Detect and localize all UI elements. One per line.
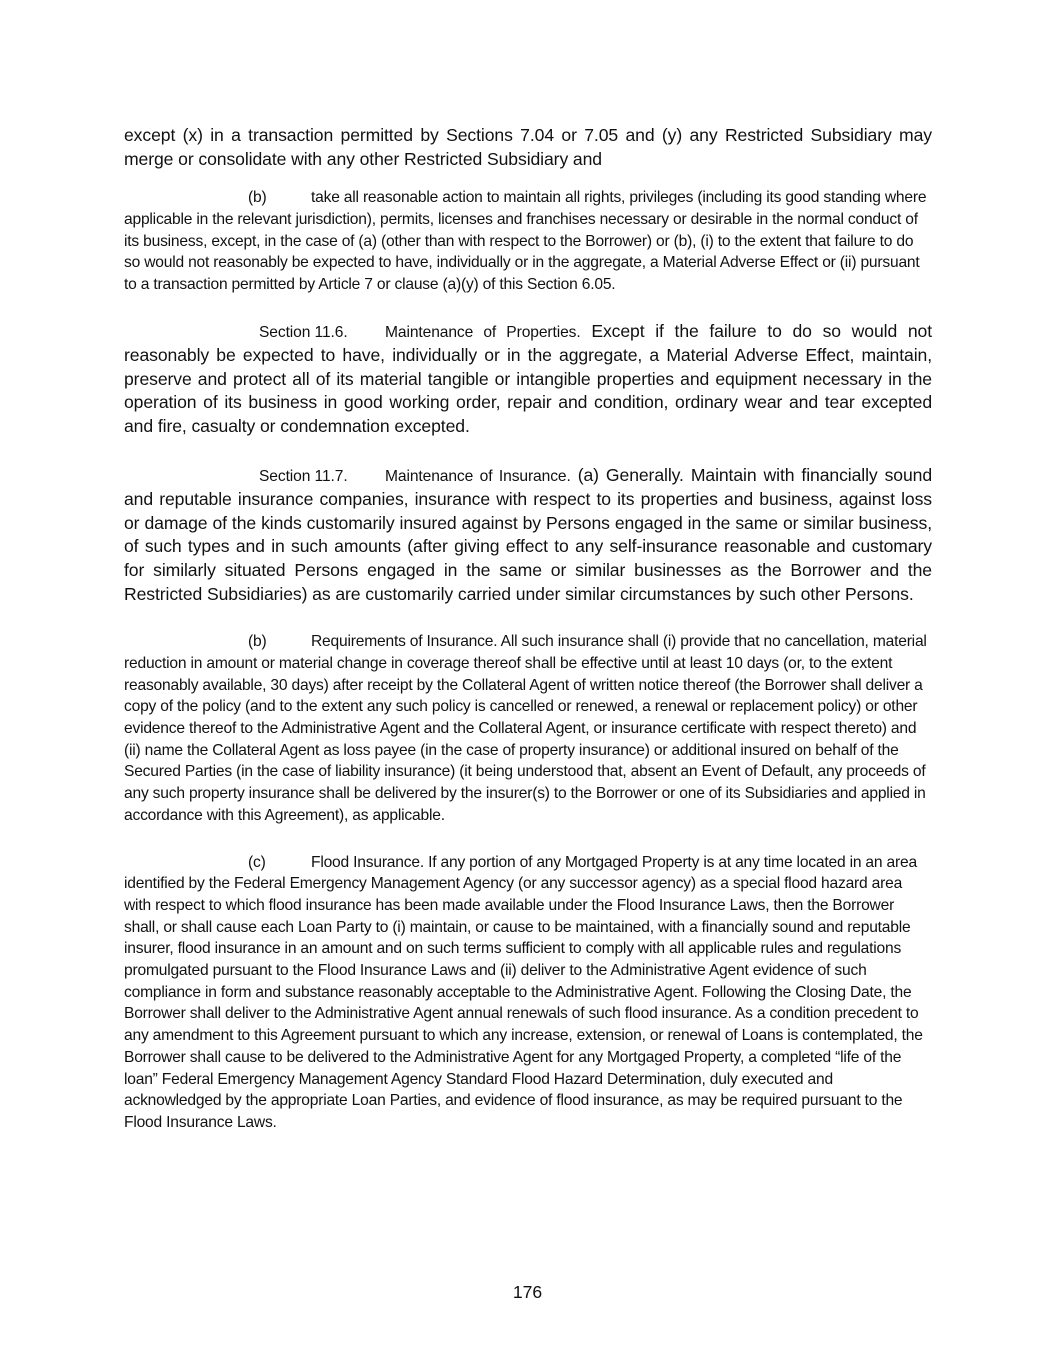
clause-text: If any portion of any Mortgaged Property is at any time located in an area identified by the Federal Emergency Management Agency (or any successor agency) as a special flood hazard area with respect to which flood insurance has been made available under the Flood Insurance Laws, then the Borrower shall, or shall cause each Loan Party to (i) maintain, or cause to be maintained, with a financially sound and reputable insurer, flood insurance in an amount and on such terms sufficient to comply with all applicable rules and regulations promulgated pursuant to the Flood Insurance Laws and (ii) deliver to the Administrative Agent evidence of such compliance in form and substance reasonably acceptable to the Administrative Agent. Following the Closing Date, the Borrower shall deliver to the Administrative Agent annual renewals of such flood insurance. As a condition precedent to any amendment to this Agreement pursuant to which any increase, extension, or renewal of Loans is contemplated, the Borrower shall cause to be delivered to the Administrative Agent for any Mortgaged Property, a completed “life of the loan” Federal Emergency Management Agency Standard Flood Hazard Determination, duly executed and acknowledged by the appropriate Loan Parties, and evidence of flood insurance, as may be required pursuant to the Flood Insurance Laws. [124,853,923,1131]
section-number: Section 11.6. [259,323,348,341]
clause-label: (b) [248,633,267,651]
clause-title: Requirements of Insurance. [311,633,498,651]
section-number: Section 11.7. [259,467,348,485]
paragraph-continuation: except (x) in a transaction permitted by Sections 7.04 or 7.05 and (y) any Restricted Subsidiary may merge or consolidate with any other Restricted Subsidiary and [124,125,932,169]
clause-title: Flood Insurance. [311,853,424,871]
document-body [124,124,932,1134]
paragraph-11-7-b [124,631,932,826]
section-text: Maintain with financially sound and reputable insurance companies, insurance with respect to its properties and business, against loss or damage of the kinds customarily insured against by Persons engaged in the same or similar business, of such types and in such amounts (after giving effect to any self-insurance reasonable and customary for similarly situated Persons engaged in the same or similar businesses as the Borrower and the Restricted Subsidiaries) as are customarily carried under similar circumstances by such other Persons. [124,464,933,604]
paragraph-11-7-c [124,852,932,1134]
clause-text: take all reasonable action to maintain all rights, privileges (including its good standing where applicable in the relevant jurisdiction), permits, licenses and franchises necessary or desirable in the normal conduct of its business, except, in the case of (a) (other than with respect to the Borrower) or (b), (i) to the extent that failure to do so would not reasonably be expected to have, individually or in the aggregate, a Material Adverse Effect or (ii) pursuant to a transaction permitted by Article 7 or clause (a)(y) of this Section 6.05. [124,189,927,293]
clause-label: (b) [248,189,267,207]
section-title: Maintenance of Properties. [385,323,581,341]
paragraph-6-05-b [124,187,932,296]
section-11-7 [124,464,932,607]
section-11-6 [124,320,932,439]
section-title: Maintenance of Insurance. [385,467,571,485]
clause-label: (c) [248,853,266,871]
subsection-heading: (a) Generally. [577,464,684,485]
section-text: Except if the failure to do so would not reasonably be expected to have, individually or in the aggregate, a Material Adverse Effect, maintain, preserve and protect all of its material tangible or intangible properties and equipment necessary in the operation of its business in good working order, repair and condition, ordinary wear and tear excepted and fire, casualty or condemnation excepted. [124,320,932,437]
clause-text: All such insurance shall (i) provide that no cancellation, material reduction in amount or material change in coverage thereof shall be effective until at least 10 days (or, to the extent reasonably available, 30 days) after receipt by the Collateral Agent of written notice thereof (the Borrower shall deliver a copy of the policy (and to the extent any such policy is cancelled or renewed, a renewal or replacement policy) or other evidence thereof to the Administrative Agent and the Collateral Agent, or insurance certificate with respect thereto) and (ii) name the Collateral Agent as loss payee (in the case of property insurance) or additional insured on behalf of the Secured Parties (in the case of liability insurance) (it being understood that, absent an Event of Default, any proceeds of any such property insurance shall be delivered by the insurer(s) to the Borrower or one of its Subsidiaries and applied in accordance with this Agreement), as applicable. [124,633,927,824]
page-number: 176 [512,1282,543,1302]
